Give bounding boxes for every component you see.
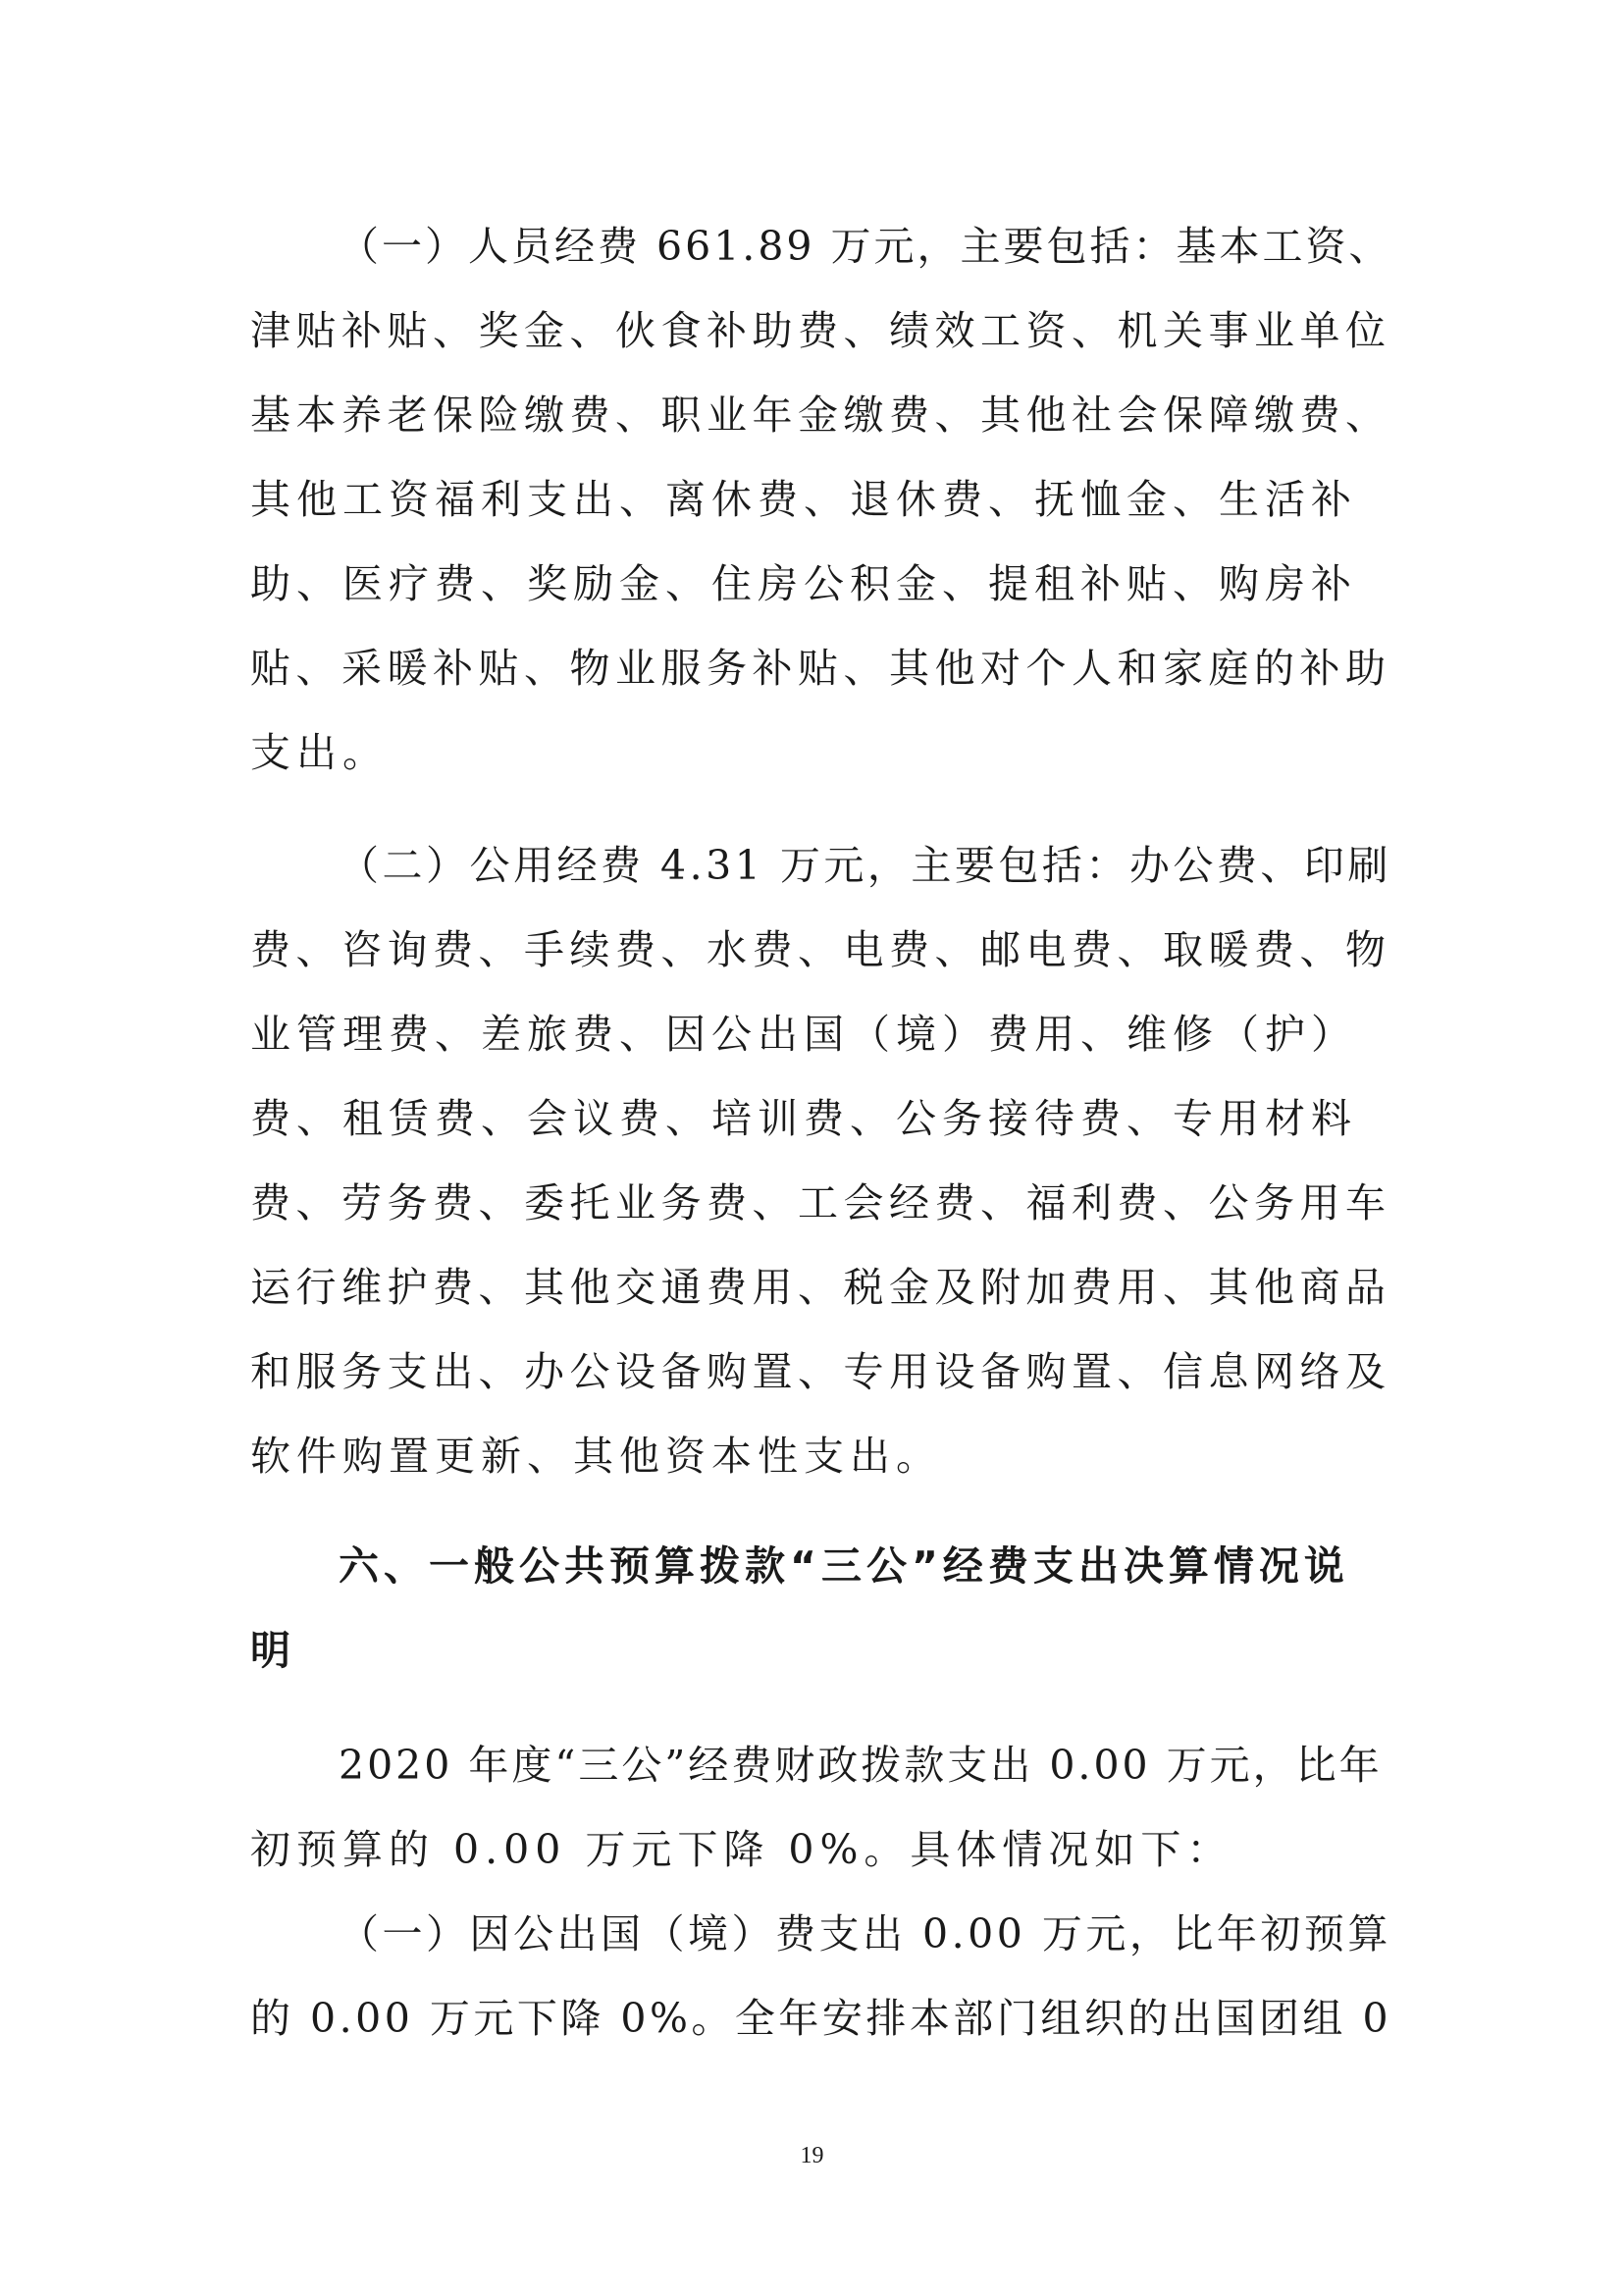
- paragraph-personnel-line-1: （一）人员经费 661.89 万元，主要包括：基本工资、: [339, 223, 1392, 270]
- paragraph-public-line-8: 软件购置更新、其他资本性支出。: [250, 1433, 942, 1480]
- paragraph-three-public-line-2: 初预算的 0.00 万元下降 0%。具体情况如下：: [250, 1826, 1233, 1873]
- paragraph-personnel-line-5: 助、医疗费、奖励金、住房公积金、提租补贴、购房补: [250, 560, 1357, 607]
- section-heading-line-1: 六、一般公共预算拨款“三公”经费支出决算情况说: [339, 1542, 1349, 1590]
- paragraph-public-line-4: 费、租赁费、会议费、培训费、公务接待费、专用材料: [250, 1095, 1357, 1142]
- page-number: 19: [800, 2143, 824, 2168]
- paragraph-overseas-line-1: （一）因公出国（境）费支出 0.00 万元，比年初预算: [339, 1910, 1391, 1957]
- paragraph-public-line-3: 业管理费、差旅费、因公出国（境）费用、维修（护）: [250, 1011, 1357, 1058]
- section-heading-line-2: 明: [250, 1627, 295, 1674]
- paragraph-overseas-line-2: 的 0.00 万元下降 0%。全年安排本部门组织的出国团组 0: [250, 1995, 1392, 2042]
- paragraph-public-line-6: 运行维护费、其他交通费用、税金及附加费用、其他商品: [250, 1264, 1391, 1311]
- paragraph-personnel-line-6: 贴、采暖补贴、物业服务补贴、其他对个人和家庭的补助: [250, 645, 1391, 692]
- paragraph-public-line-5: 费、劳务费、委托业务费、工会经费、福利费、公务用车: [250, 1179, 1391, 1226]
- paragraph-personnel-line-3: 基本养老保险缴费、职业年金缴费、其他社会保障缴费、: [250, 391, 1391, 439]
- paragraph-public-line-1: （二）公用经费 4.31 万元，主要包括：办公费、印刷: [339, 842, 1391, 889]
- paragraph-personnel-line-7: 支出。: [250, 729, 389, 776]
- paragraph-public-line-7: 和服务支出、办公设备购置、专用设备购置、信息网络及: [250, 1348, 1391, 1395]
- paragraph-public-line-2: 费、咨询费、手续费、水费、电费、邮电费、取暖费、物: [250, 926, 1391, 973]
- paragraph-personnel-line-4: 其他工资福利支出、离休费、退休费、抚恤金、生活补: [250, 476, 1357, 523]
- paragraph-three-public-line-1: 2020 年度“三公”经费财政拨款支出 0.00 万元，比年: [339, 1742, 1383, 1789]
- paragraph-personnel-line-2: 津贴补贴、奖金、伙食补助费、绩效工资、机关事业单位: [250, 307, 1391, 354]
